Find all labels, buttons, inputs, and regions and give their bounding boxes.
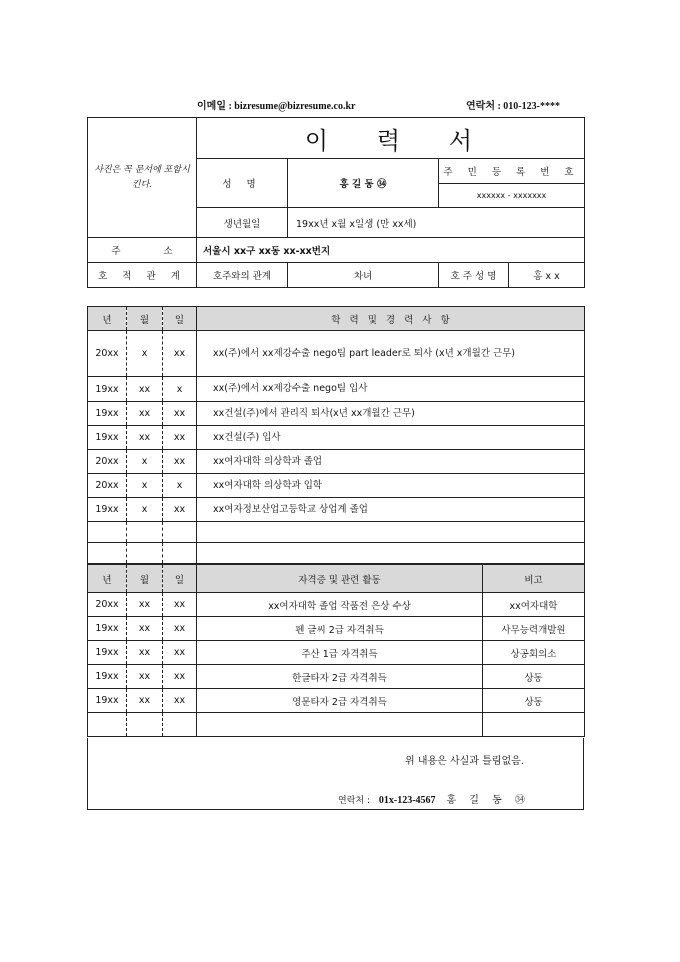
history-text: xx(주)에서 xx제강수출 nego팀 입사 [197, 377, 585, 402]
year-cell: 19xx [88, 617, 127, 641]
birth-value: 19xx년 x월 x일생 (만 xx세) [288, 208, 585, 238]
table-row [88, 498, 585, 522]
name-value: 홍 길 동 ㉞ [288, 159, 439, 208]
year-cell: 19xx [88, 426, 127, 450]
statement-text: 위 내용은 사실과 틀림없음. [405, 756, 524, 767]
title-char: 서 [448, 126, 477, 155]
contact-text: 연락처 : 010-123-**** [466, 101, 560, 112]
day-cell: xx [163, 617, 197, 641]
head-label: 호 주 성 명 [439, 263, 509, 288]
month-cell: xx [127, 593, 163, 617]
month-cell: xx [127, 689, 163, 713]
year-cell: 19xx [88, 402, 127, 426]
year-cell: 20xx [88, 474, 127, 498]
month-cell: xx [127, 377, 163, 402]
table-row [88, 331, 585, 377]
table-row-empty [88, 522, 585, 543]
table-row [88, 593, 585, 617]
year-cell: 19xx [88, 377, 127, 402]
month-cell: x [127, 331, 163, 377]
email-text: 이메일 : bizresume@bizresume.co.kr [197, 101, 356, 112]
cert-note: 상공회의소 [483, 641, 585, 665]
month-cell: xx [127, 402, 163, 426]
day-header: 일 [163, 565, 197, 593]
month-cell: x [127, 474, 163, 498]
name-label: 성 명 [197, 159, 288, 208]
address-value: 서울시 xx구 xx동 xx-xx번지 [197, 238, 585, 263]
cert-text: xx여자대학 졸업 작품전 은상 수상 [197, 593, 483, 617]
rrn-value: xxxxxx - xxxxxxx [439, 184, 585, 208]
day-cell: xx [163, 641, 197, 665]
day-header: 일 [163, 307, 197, 331]
month-cell: x [127, 450, 163, 474]
certs-table [87, 564, 585, 737]
history-header: 학 력 및 경 력 사 항 [197, 307, 585, 331]
year-cell: 20xx [88, 450, 127, 474]
history-text: xx여자정보산업고등학교 상업계 졸업 [197, 498, 585, 522]
year-cell: 19xx [88, 665, 127, 689]
month-cell: xx [127, 641, 163, 665]
history-text: xx건설(주)에서 관리직 퇴사(x년 xx개월간 근무) [197, 402, 585, 426]
cert-note: xx여자대학 [483, 593, 585, 617]
year-cell: 19xx [88, 498, 127, 522]
year-cell: 19xx [88, 641, 127, 665]
month-cell: xx [127, 426, 163, 450]
year-cell: 20xx [88, 593, 127, 617]
rrn-label: 주 민 등 록 번 호 [439, 159, 585, 184]
table-row-empty [88, 543, 585, 564]
day-cell: xx [163, 402, 197, 426]
day-cell: xx [163, 593, 197, 617]
history-text: xx건설(주) 입사 [197, 426, 585, 450]
note-header: 비고 [483, 565, 585, 593]
month-cell: xx [127, 665, 163, 689]
signature: 홍 길 동 ㉞ [446, 795, 530, 806]
relation-label: 호주와의 관계 [197, 263, 288, 288]
history-table [87, 306, 585, 564]
title-char: 력 [376, 126, 405, 155]
table-row [88, 426, 585, 450]
photo-note: 사진은 꼭 문서에 포함시킨다. [94, 164, 190, 190]
birth-label: 생년월일 [197, 208, 288, 238]
day-cell: x [163, 377, 197, 402]
table-row [88, 450, 585, 474]
year-header: 년 [88, 307, 127, 331]
header-line [0, 97, 680, 111]
footer-contact-value: 01x-123-4567 [378, 795, 436, 806]
cert-text: 한글타자 2급 자격취득 [197, 665, 483, 689]
history-text: xx여자대학 의상학과 졸업 [197, 450, 585, 474]
year-cell: 20xx [88, 331, 127, 377]
day-cell: xx [163, 689, 197, 713]
day-cell: xx [163, 665, 197, 689]
table-row [88, 665, 585, 689]
personal-info-table [87, 117, 585, 288]
cert-note: 상동 [483, 665, 585, 689]
table-row [88, 641, 585, 665]
table-row [88, 474, 585, 498]
title-char: 이 [304, 126, 333, 155]
cert-note: 상동 [483, 689, 585, 713]
table-row-empty [88, 713, 585, 737]
table-row [88, 377, 585, 402]
history-text: xx(주)에서 xx제강수출 nego팀 part leader로 퇴사 (x년 x개월간 근무) [197, 331, 585, 377]
history-text: xx여자대학 의상학과 입학 [197, 474, 585, 498]
cert-text: 주산 1급 자격취득 [197, 641, 483, 665]
month-header: 월 [127, 565, 163, 593]
cert-text: 영문타자 2급 자격취득 [197, 689, 483, 713]
footer-contact-label: 연락처 : [338, 796, 370, 806]
relation-value: 차녀 [288, 263, 439, 288]
month-cell: xx [127, 617, 163, 641]
day-cell: x [163, 474, 197, 498]
day-cell: xx [163, 450, 197, 474]
resume-title [197, 118, 585, 159]
day-cell: xx [163, 426, 197, 450]
day-cell: xx [163, 331, 197, 377]
certs-header: 자격증 및 관련 활동 [197, 565, 483, 593]
cert-note: 사무능력개발원 [483, 617, 585, 641]
cert-text: 펜 글씨 2급 자격취득 [197, 617, 483, 641]
month-header: 월 [127, 307, 163, 331]
table-row [88, 617, 585, 641]
family-label: 호 적 관 계 [88, 263, 197, 288]
year-header: 년 [88, 565, 127, 593]
head-value: 홍 x x [509, 263, 585, 288]
photo-area [88, 118, 197, 238]
day-cell: xx [163, 498, 197, 522]
month-cell: x [127, 498, 163, 522]
address-label: 주 소 [88, 238, 197, 263]
year-cell: 19xx [88, 689, 127, 713]
footer-contact [338, 791, 530, 806]
table-row [88, 402, 585, 426]
table-row [88, 689, 585, 713]
